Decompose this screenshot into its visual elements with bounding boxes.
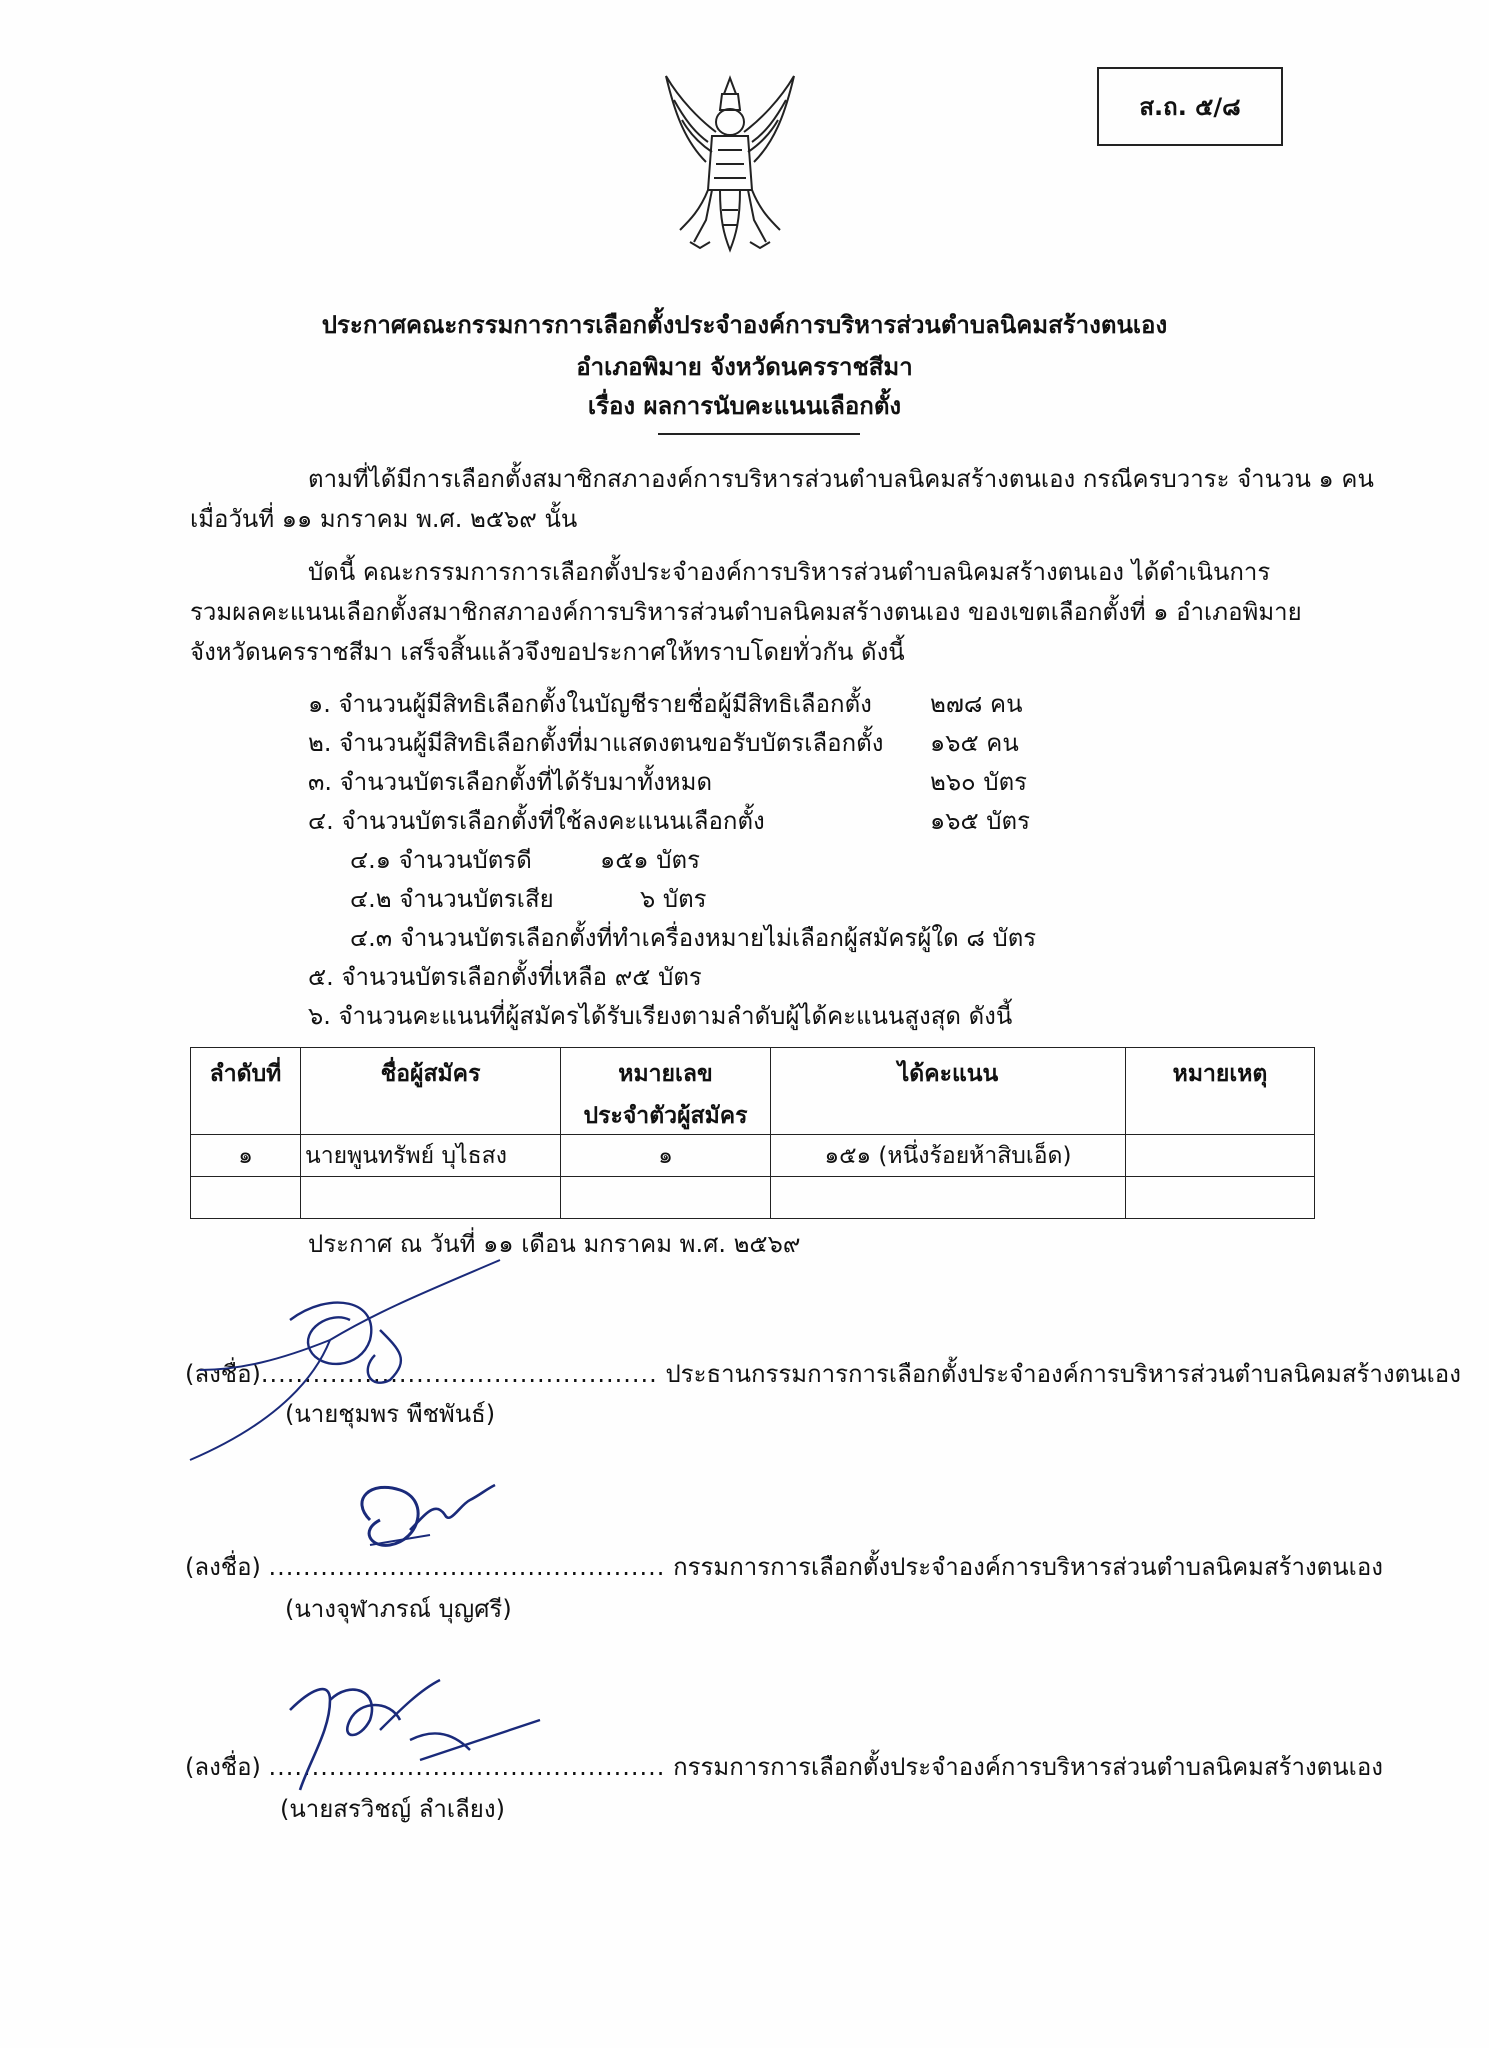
item4-2-label: ๔.๒ จำนวนบัตรเสีย bbox=[350, 885, 554, 913]
announce-date: ประกาศ ณ วันที่ ๑๑ เดือน มกราคม พ.ศ. ๒๕๖๙ bbox=[308, 1230, 801, 1258]
signature1-name: (นายชุมพร พืชพันธ์) bbox=[285, 1400, 496, 1428]
signature1-handwriting bbox=[180, 1250, 700, 1470]
results-table bbox=[190, 1047, 1315, 1219]
signature2-dots: .............................................. bbox=[268, 1553, 666, 1581]
form-code: ส.ถ. ๕/๘ bbox=[1139, 93, 1241, 121]
cell-number: ๑ bbox=[561, 1135, 771, 1177]
signature3-dots: .............................................. bbox=[268, 1753, 666, 1781]
col-name-header: ชื่อผู้สมัคร bbox=[301, 1048, 561, 1135]
cell-name: นายพูนทรัพย์ บุไธสง bbox=[301, 1135, 561, 1177]
table-header-row bbox=[191, 1048, 1315, 1135]
signature1-dots: .............................................. bbox=[260, 1360, 658, 1388]
item5: ๕. จำนวนบัตรเลือกตั้งที่เหลือ ๙๕ บัตร bbox=[308, 963, 702, 991]
header-divider bbox=[658, 433, 860, 435]
signature2-handwriting bbox=[330, 1460, 530, 1580]
paragraph2-line3: จังหวัดนครราชสีมา เสร็จสิ้นแล้วจึงขอประกาศให้ทราบโดยทั่วกัน ดังนี้ bbox=[190, 638, 905, 666]
item4-label: ๔. จำนวนบัตรเลือกตั้งที่ใช้ลงคะแนนเลือกตั้ง bbox=[308, 807, 765, 835]
header-line3: เรื่อง ผลการนับคะแนนเลือกตั้ง bbox=[587, 392, 902, 420]
cell-rank: ๑ bbox=[191, 1135, 301, 1177]
signature1-prefix: (ลงชื่อ) bbox=[185, 1360, 261, 1388]
paragraph1-line1: ตามที่ได้มีการเลือกตั้งสมาชิกสภาองค์การบริหารส่วนตำบลนิคมสร้างตนเอง กรณีครบวาระ จำนวน ๑ คน bbox=[308, 465, 1374, 493]
paragraph2-line2: รวมผลคะแนนเลือกตั้งสมาชิกสภาองค์การบริหารส่วนตำบลนิคมสร้างตนเอง ของเขตเลือกตั้งที่ ๑ อำเภอพิมาย bbox=[190, 598, 1302, 626]
signature3-role: กรรมการการเลือกตั้งประจำองค์การบริหารส่วนตำบลนิคมสร้างตนเอง bbox=[673, 1753, 1383, 1781]
item2-label: ๒. จำนวนผู้มีสิทธิเลือกตั้งที่มาแสดงตนขอรับบัตรเลือกตั้ง bbox=[308, 729, 884, 757]
signature1-role: ประธานกรรมการการเลือกตั้งประจำองค์การบริหารส่วนตำบลนิคมสร้างตนเอง bbox=[665, 1360, 1461, 1388]
signature2-prefix: (ลงชื่อ) bbox=[185, 1553, 261, 1581]
cell-score: ๑๕๑ (หนึ่งร้อยห้าสิบเอ็ด) bbox=[771, 1135, 1126, 1177]
col-score-header: ได้คะแนน bbox=[771, 1048, 1126, 1135]
signature3-name: (นายสรวิชญ์ ลำเลียง) bbox=[280, 1795, 505, 1823]
item4-value: ๑๖๕ บัตร bbox=[930, 807, 1030, 835]
item3-label: ๓. จำนวนบัตรเลือกตั้งที่ได้รับมาทั้งหมด bbox=[308, 768, 713, 796]
table-row-empty bbox=[191, 1177, 1315, 1219]
item1-value: ๒๗๘ คน bbox=[930, 690, 1023, 718]
col-number-header-line2: ประจำตัวผู้สมัคร bbox=[583, 1103, 748, 1129]
signature2-name: (นางจุฬาภรณ์ บุญศรี) bbox=[285, 1595, 512, 1623]
paragraph2-line1: บัดนี้ คณะกรรมการการเลือกตั้งประจำองค์การบริหารส่วนตำบลนิคมสร้างตนเอง ได้ดำเนินการ bbox=[308, 558, 1271, 586]
table-row bbox=[191, 1135, 1315, 1177]
col-number-header-line1: หมายเลข bbox=[618, 1061, 713, 1087]
form-code-box bbox=[1097, 67, 1283, 146]
item4-2-value: ๖ บัตร bbox=[640, 885, 707, 913]
item4-1-label: ๔.๑ จำนวนบัตรดี bbox=[350, 846, 532, 874]
paragraph1-line2: เมื่อวันที่ ๑๑ มกราคม พ.ศ. ๒๕๖๙ นั้น bbox=[190, 505, 578, 533]
header-line1: ประกาศคณะกรรมการการเลือกตั้งประจำองค์การบริหารส่วนตำบลนิคมสร้างตนเอง bbox=[321, 311, 1168, 339]
col-number-header bbox=[561, 1048, 771, 1135]
signature3-prefix: (ลงชื่อ) bbox=[185, 1753, 261, 1781]
cell-note bbox=[1126, 1135, 1315, 1177]
item3-value: ๒๖๐ บัตร bbox=[930, 768, 1028, 796]
signature2-role: กรรมการการเลือกตั้งประจำองค์การบริหารส่วนตำบลนิคมสร้างตนเอง bbox=[673, 1553, 1383, 1581]
col-note-header: หมายเหตุ bbox=[1126, 1048, 1315, 1135]
item6: ๖. จำนวนคะแนนที่ผู้สมัครได้รับเรียงตามลำดับผู้ได้คะแนนสูงสุด ดังนี้ bbox=[308, 1002, 1013, 1030]
signature3-handwriting bbox=[270, 1670, 550, 1810]
item2-value: ๑๖๕ คน bbox=[930, 729, 1019, 757]
garuda-emblem-icon bbox=[660, 70, 800, 260]
item4-1-value: ๑๕๑ บัตร bbox=[600, 846, 700, 874]
item1-label: ๑. จำนวนผู้มีสิทธิเลือกตั้งในบัญชีรายชื่อผู้มีสิทธิเลือกตั้ง bbox=[308, 690, 872, 718]
item4-3: ๔.๓ จำนวนบัตรเลือกตั้งที่ทำเครื่องหมายไม่เลือกผู้สมัครผู้ใด ๘ บัตร bbox=[350, 924, 1037, 952]
col-rank-header: ลำดับที่ bbox=[191, 1048, 301, 1135]
header-line2: อำเภอพิมาย จังหวัดนครราชสีมา bbox=[576, 353, 913, 381]
